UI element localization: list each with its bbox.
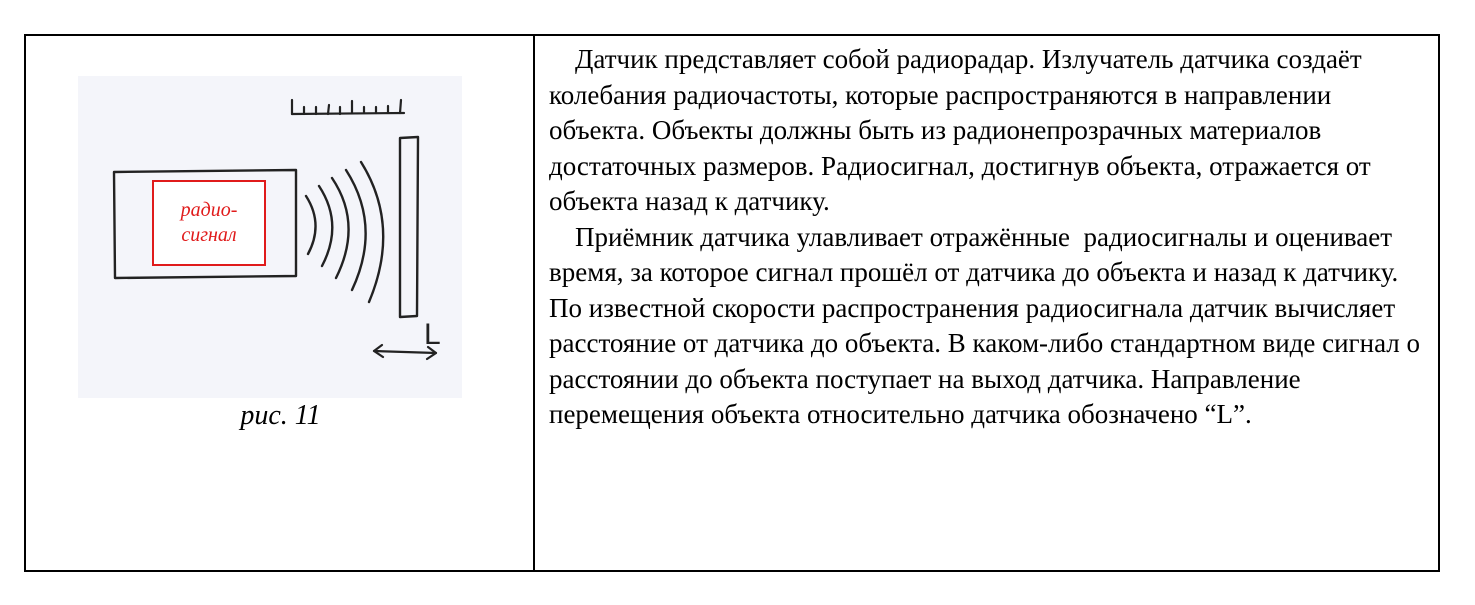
paragraph-2: Приёмник датчика улавливает отражённые радиосигналы и оценивает время, за которое сигнал прошёл от датчика до объекта и назад к датчику. По известной скорости распространения радиосигнала датчик вычисляет расстояние от датчика до объекта. В каком-либо стандартном виде сигнал о расстоянии до объекта поступает на выход датчика. Направление перемещения объекта относительно датчика обозначено “L”. [549, 221, 1427, 429]
paragraph-1: Датчик представляет собой радиорадар. Излучатель датчика создаёт колебания радиочастоты, которые распространяются в направлении объекта. Объекты должны быть из радионепрозрачных материалов достаточных размеров. Радиосигнал, достигнув объекта, отражается от объекта назад к датчику. [549, 44, 1378, 216]
scale-ruler [292, 100, 404, 114]
wave-5 [361, 162, 383, 302]
document-table [24, 34, 1440, 572]
figure-cell [26, 36, 535, 570]
wave-2 [319, 186, 332, 266]
radio-waves [306, 162, 383, 302]
sensor-sketch [78, 76, 462, 398]
wave-3 [332, 178, 349, 278]
figure-caption: рис. 11 [240, 400, 321, 431]
wave-1 [306, 196, 316, 254]
radio-signal-box [152, 180, 266, 266]
target-object [400, 137, 418, 317]
text-cell [535, 36, 1438, 570]
sensor-figure [78, 76, 462, 398]
radio-signal-label: радио- сигнал [180, 199, 238, 246]
distance-label: L [424, 318, 441, 351]
